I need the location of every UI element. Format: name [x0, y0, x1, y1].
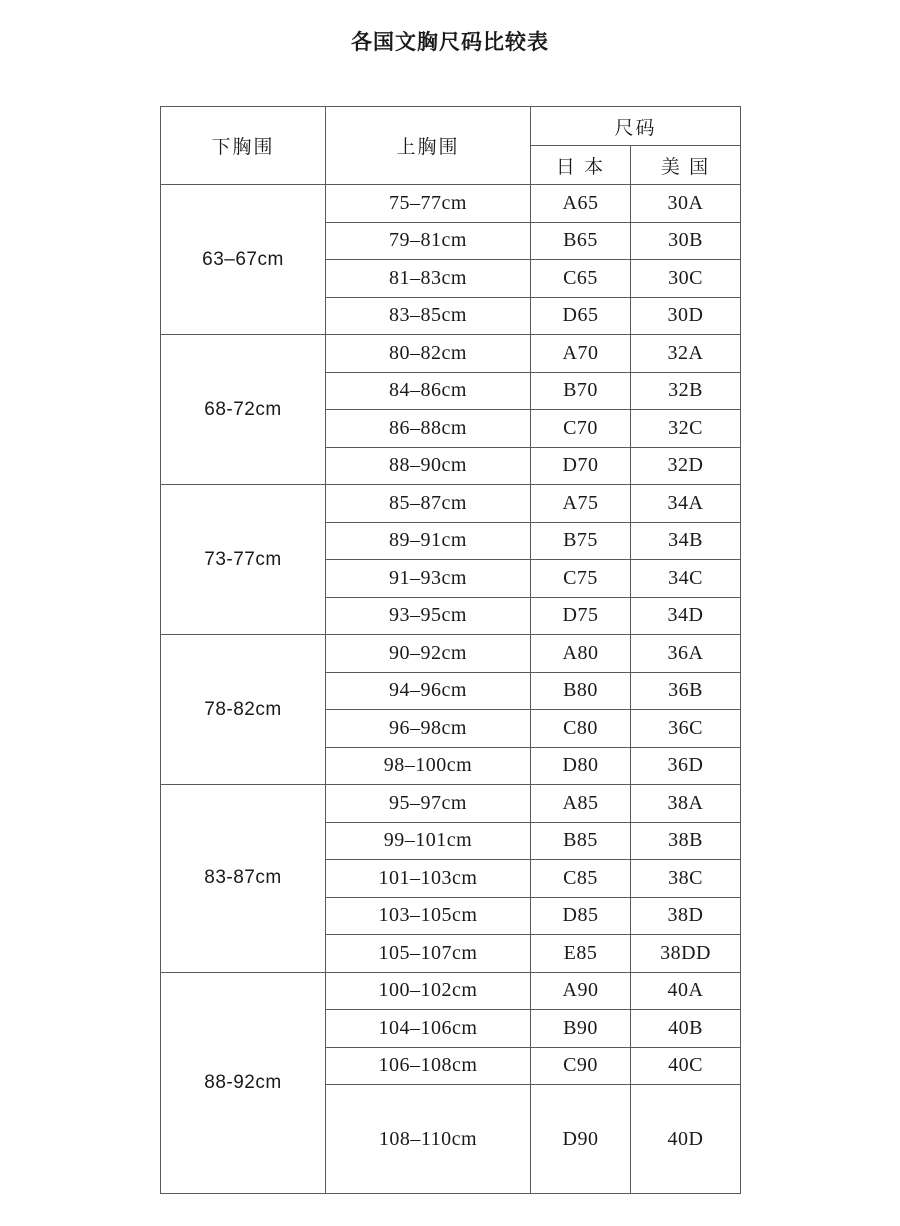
cell-over-bust: 93–95cm — [326, 597, 531, 635]
cell-usa-size: 38A — [631, 785, 741, 823]
header-under-bust: 下胸围 — [161, 107, 326, 185]
cell-japan-size: B80 — [531, 672, 631, 710]
table-body — [161, 185, 741, 1194]
cell-over-bust: 90–92cm — [326, 635, 531, 673]
cell-over-bust: 103–105cm — [326, 897, 531, 935]
cell-over-bust: 89–91cm — [326, 522, 531, 560]
cell-over-bust: 81–83cm — [326, 260, 531, 298]
cell-usa-size: 34D — [631, 597, 741, 635]
cell-usa-size: 40C — [631, 1047, 741, 1085]
cell-usa-size: 32A — [631, 335, 741, 373]
cell-usa-size: 38C — [631, 860, 741, 898]
cell-over-bust: 98–100cm — [326, 747, 531, 785]
cell-usa-size: 34B — [631, 522, 741, 560]
cell-japan-size: C90 — [531, 1047, 631, 1085]
size-comparison-table — [160, 106, 741, 1194]
cell-usa-size: 32B — [631, 372, 741, 410]
size-comparison-table-wrapper — [160, 106, 740, 1194]
cell-japan-size: D65 — [531, 297, 631, 335]
cell-usa-size: 38D — [631, 897, 741, 935]
cell-japan-size: A65 — [531, 185, 631, 223]
cell-japan-size: C65 — [531, 260, 631, 298]
cell-japan-size: B85 — [531, 822, 631, 860]
cell-japan-size: A90 — [531, 972, 631, 1010]
cell-japan-size: C80 — [531, 710, 631, 748]
cell-japan-size: D90 — [531, 1085, 631, 1194]
cell-over-bust: 106–108cm — [326, 1047, 531, 1085]
cell-over-bust: 104–106cm — [326, 1010, 531, 1048]
header-size: 尺码 — [531, 107, 741, 146]
cell-japan-size: C70 — [531, 410, 631, 448]
cell-usa-size: 40A — [631, 972, 741, 1010]
cell-over-bust: 80–82cm — [326, 335, 531, 373]
cell-over-bust: 88–90cm — [326, 447, 531, 485]
cell-usa-size: 38B — [631, 822, 741, 860]
cell-japan-size: A70 — [531, 335, 631, 373]
cell-over-bust: 105–107cm — [326, 935, 531, 973]
cell-usa-size: 30B — [631, 222, 741, 260]
cell-usa-size: 36D — [631, 747, 741, 785]
table-row — [161, 335, 741, 373]
cell-japan-size: D85 — [531, 897, 631, 935]
cell-usa-size: 36A — [631, 635, 741, 673]
cell-over-bust: 95–97cm — [326, 785, 531, 823]
cell-usa-size: 38DD — [631, 935, 741, 973]
group-under-bust: 78-82cm — [161, 635, 326, 785]
table-header-row-1 — [161, 107, 741, 146]
cell-over-bust: 75–77cm — [326, 185, 531, 223]
cell-over-bust: 91–93cm — [326, 560, 531, 598]
table-row — [161, 485, 741, 523]
cell-usa-size: 34A — [631, 485, 741, 523]
cell-over-bust: 84–86cm — [326, 372, 531, 410]
cell-usa-size: 30D — [631, 297, 741, 335]
cell-usa-size: 32C — [631, 410, 741, 448]
cell-usa-size: 34C — [631, 560, 741, 598]
cell-japan-size: A80 — [531, 635, 631, 673]
cell-japan-size: B70 — [531, 372, 631, 410]
cell-usa-size: 40D — [631, 1085, 741, 1194]
cell-over-bust: 96–98cm — [326, 710, 531, 748]
table-row — [161, 635, 741, 673]
cell-japan-size: D80 — [531, 747, 631, 785]
cell-over-bust: 83–85cm — [326, 297, 531, 335]
group-under-bust: 68-72cm — [161, 335, 326, 485]
page-title: 各国文胸尺码比较表 — [351, 31, 549, 54]
cell-usa-size: 30A — [631, 185, 741, 223]
group-under-bust: 73-77cm — [161, 485, 326, 635]
cell-japan-size: E85 — [531, 935, 631, 973]
cell-usa-size: 36B — [631, 672, 741, 710]
table-row — [161, 972, 741, 1010]
cell-usa-size: 30C — [631, 260, 741, 298]
cell-japan-size: C75 — [531, 560, 631, 598]
cell-over-bust: 85–87cm — [326, 485, 531, 523]
cell-over-bust: 94–96cm — [326, 672, 531, 710]
cell-usa-size: 36C — [631, 710, 741, 748]
cell-japan-size: B65 — [531, 222, 631, 260]
cell-japan-size: A85 — [531, 785, 631, 823]
group-under-bust: 88-92cm — [161, 972, 326, 1194]
cell-japan-size: C85 — [531, 860, 631, 898]
cell-over-bust: 99–101cm — [326, 822, 531, 860]
cell-japan-size: A75 — [531, 485, 631, 523]
cell-japan-size: B90 — [531, 1010, 631, 1048]
cell-japan-size: D70 — [531, 447, 631, 485]
cell-usa-size: 40B — [631, 1010, 741, 1048]
cell-usa-size: 32D — [631, 447, 741, 485]
cell-over-bust: 86–88cm — [326, 410, 531, 448]
header-japan: 日 本 — [531, 146, 631, 185]
table-row — [161, 185, 741, 223]
cell-over-bust: 79–81cm — [326, 222, 531, 260]
group-under-bust: 83-87cm — [161, 785, 326, 973]
group-under-bust: 63–67cm — [161, 185, 326, 335]
header-usa: 美 国 — [631, 146, 741, 185]
cell-over-bust: 108–110cm — [326, 1085, 531, 1194]
cell-japan-size: D75 — [531, 597, 631, 635]
cell-over-bust: 101–103cm — [326, 860, 531, 898]
table-row — [161, 785, 741, 823]
cell-over-bust: 100–102cm — [326, 972, 531, 1010]
cell-japan-size: B75 — [531, 522, 631, 560]
header-over-bust: 上胸围 — [326, 107, 531, 185]
table-header — [161, 107, 741, 185]
